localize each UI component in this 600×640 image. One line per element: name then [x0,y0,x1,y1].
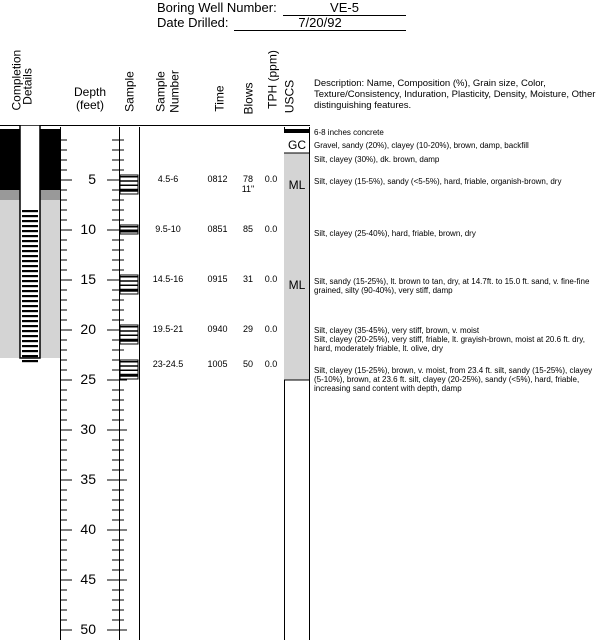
lithology-description: Gravel, sandy (20%), clayey (10-20%), brown, damp, backfill [314,141,529,150]
sample-tph: 0.0 [264,174,278,184]
sample-band [120,176,138,178]
time-heading: Time [212,85,227,112]
completion-heading: Completion [9,49,24,111]
sample-number: 19.5-21 [152,324,184,334]
sample-tph: 0.0 [264,324,278,334]
sample-band [120,285,138,287]
lithology-description: Silt, clayey (30%), dk. brown, damp [314,155,440,164]
sample-blows: 50 [242,359,253,369]
depth-label: 30 [80,421,96,437]
sample-marker [120,360,138,379]
depth-label: 5 [88,171,96,187]
screen-slot [22,275,38,277]
sample-band [120,230,138,233]
uscs-code: ML [288,278,306,292]
sample-heading: Sample [122,71,137,112]
uscs-heading: USCS [282,79,297,114]
screen-slot [22,245,38,247]
details-heading: Details [20,68,35,105]
screen-slot [22,335,38,337]
screen-slot [22,290,38,292]
screen-slot [22,310,38,312]
screen-slot [22,225,38,227]
sample-time: 1005 [207,359,228,369]
screen-slot [22,250,38,252]
screen-slot [22,280,38,282]
date-drilled-value: 7/20/92 [234,15,406,31]
screen-slot [22,330,38,332]
lithology-description: Silt, sandy (15-25%), lt. brown to tan, dry, at 14.7ft. to 15.0 ft. sand, v. fine-fine grained, silty (90-40%), very stiff, damp [314,277,590,295]
depth-label: 15 [80,271,96,287]
screen-slot [22,260,38,262]
screen-slot [22,345,38,347]
screen-slot [22,210,38,212]
lithology-description: Silt, clayey (20-25%), very stiff, friable, lt. grayish-brown, moist at 20.6 ft. dry, hard, moderately friable, lt. olive, dry [314,335,585,353]
sample-blows: 29 [242,324,253,334]
uscs-column-fill [284,125,310,385]
sample-column [119,125,141,640]
screen-slot [22,265,38,267]
sample-time: 0915 [207,274,228,284]
screen-slot [22,270,38,272]
sample-marker [120,225,138,234]
screen-slot [22,325,38,327]
screen-slot [22,320,38,322]
sample-band [120,326,138,328]
sample-marker [120,175,138,194]
screen-slot [22,340,38,342]
sample-time: 0851 [207,224,228,234]
lithology-description: Silt, clayey (25-40%), hard, friable, brown, dry [314,229,476,238]
lithology-description: Silt, clayey (35-45%), very stiff, brown, v. moist [314,326,480,335]
sample-band [120,289,138,292]
uscs-code: GC [288,138,306,152]
depth-heading: Depth [73,85,107,99]
sample-blows: 78 [242,174,253,184]
sample-time: 0812 [207,174,228,184]
description-heading: Description: Name, Composition (%), Grain size, Color, Texture/Consistency, Induration, Plasticity, Density, Moisture, Other distinguishing features. [314,78,596,111]
sample-band [120,330,138,332]
screen-slot [22,360,38,362]
boring-well-value: VE-5 [283,0,406,16]
depth-label: 25 [80,371,96,387]
sample-band [120,226,138,228]
screen-slot [22,305,38,307]
blows-heading: Blows [241,82,256,115]
depth-label: 50 [80,621,96,637]
sample-marker [120,275,138,294]
sample-band [120,339,138,342]
screen-slot [22,350,38,352]
sample-blows: 31 [242,274,253,284]
sample-number-heading-1: Sample [153,71,168,112]
sample-band [120,180,138,182]
sample-band [120,361,138,363]
depth-unit-heading: (feet) [75,98,104,112]
boring-well-label: Boring Well Number: [157,0,277,15]
screen-slot [22,255,38,257]
depth-label: 35 [80,471,96,487]
screen-slot [22,300,38,302]
screen-slot [22,240,38,242]
sample-tph: 0.0 [264,274,278,284]
screen-slot [22,355,38,357]
screen-slot [22,220,38,222]
screen-slot [22,285,38,287]
sample-band [120,189,138,192]
depth-label: 45 [80,571,96,587]
sample-band [120,370,138,372]
sample-number-heading-2: Number [167,70,182,113]
lithology-description: Silt, clayey (15-25%), brown, v. moist, from 23.4 ft. silt, sandy (15-25%), clayey (5-10%), brown, at 23.6 ft. silt, clayey (20-25%), sandy (<5%), hard, friable, increasing sand content with depth, damp [314,366,593,393]
sample-band [120,280,138,282]
sample-number: 9.5-10 [155,224,181,234]
sample-tph: 0.0 [264,224,278,234]
sample-blows-extra: 11" [241,184,255,194]
uscs-concrete-band [284,129,309,133]
screen-slot [22,230,38,232]
depth-label: 10 [80,221,96,237]
sample-band [120,365,138,367]
sample-band [120,276,138,278]
sample-marker [120,325,138,344]
sample-time: 0940 [207,324,228,334]
depth-label: 20 [80,321,96,337]
sample-band [120,374,138,377]
sample-band [120,335,138,337]
screen-slot [22,295,38,297]
depth-label: 40 [80,521,96,537]
uscs-soil-fill [284,133,309,380]
uscs-code: ML [288,178,306,192]
screen-slot [22,315,38,317]
sample-number: 14.5-16 [152,274,184,284]
tph-heading: TPH (ppm) [265,50,280,109]
sample-number: 23-24.5 [152,359,184,369]
sample-tph: 0.0 [264,359,278,369]
lithology-description: Silt, clayey (15-5%), sandy (<5-5%), hard, friable, organish-brown, dry [314,177,562,186]
sample-band [120,185,138,187]
completion-diagram [0,125,62,365]
sample-blows: 85 [242,224,253,234]
sample-number: 4.5-6 [157,174,179,184]
screen-slot [22,215,38,217]
date-drilled-label: Date Drilled: [157,15,229,30]
lithology-description: 6-8 inches concrete [314,128,384,137]
screen-slot [22,235,38,237]
